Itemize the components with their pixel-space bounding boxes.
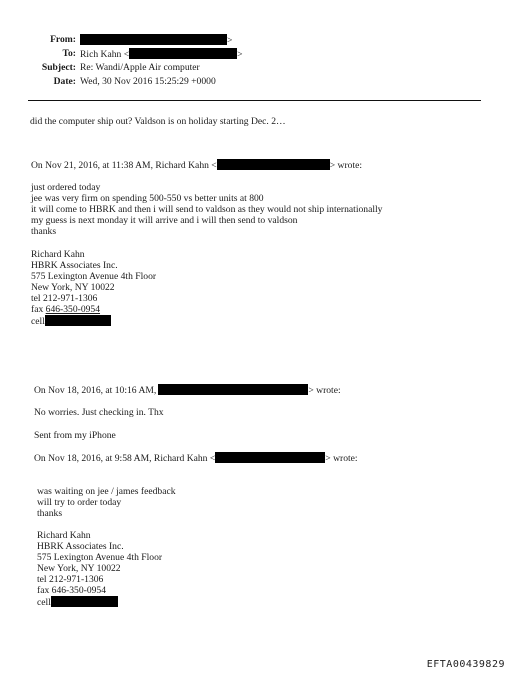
quote1-line: just ordered today (31, 182, 101, 193)
quote3-line: thanks (37, 508, 63, 519)
date-value: Wed, 30 Nov 2016 15:25:29 +0000 (80, 76, 216, 87)
signature-line: Richard Kahn (37, 530, 91, 541)
signature-line: 575 Lexington Avenue 4th Floor (37, 552, 163, 563)
message-body: did the computer ship out? Valdson is on holiday starting Dec. 2… (30, 116, 286, 127)
quote1-line: it will come to HBRK and then i will send to valdson as they would not ship internationally (31, 204, 383, 215)
signature-line: New York, NY 10022 (37, 563, 121, 574)
document-id: EFTA00439829 (426, 659, 505, 670)
quote1-intro: On Nov 21, 2016, at 11:38 AM, Richard Kahn < > wrote: (31, 160, 363, 171)
signature-cell-line: cell (37, 596, 162, 607)
to-label: To: (62, 48, 76, 59)
signature-line: HBRK Associates Inc. (37, 541, 124, 552)
quote2-sent-from: Sent from my iPhone (34, 430, 116, 441)
quote2-intro: On Nov 18, 2016, at 10:16 AM, > wrote: (34, 385, 341, 396)
header-to-row (0, 48, 243, 60)
redaction-bar (129, 48, 237, 59)
signature-line: tel 212-971-1306 (31, 293, 98, 304)
redaction-bar (45, 315, 111, 326)
signature-line: tel 212-971-1306 (37, 574, 104, 585)
signature-line: fax 646-350-0954 (37, 585, 107, 596)
quote3-body (37, 486, 176, 519)
quote1-signature (31, 249, 156, 326)
quote3-intro: On Nov 18, 2016, at 9:58 AM, Richard Kahn < > wrote: (34, 453, 358, 464)
header-from-row (0, 34, 232, 46)
redaction-bar (217, 159, 330, 170)
redaction-bar (215, 452, 325, 463)
header-divider (28, 100, 481, 101)
from-label: From: (50, 34, 76, 45)
quote3-line: will try to order today (37, 497, 122, 508)
signature-line: New York, NY 10022 (31, 282, 115, 293)
quote3-line: was waiting on jee / james feedback (37, 486, 176, 497)
signature-cell-line: cell (31, 315, 156, 326)
date-label: Date: (53, 76, 76, 87)
signature-line: Richard Kahn (31, 249, 85, 260)
header-date-row (0, 76, 216, 87)
quote1-line: my guess is next monday it will arrive and i will then send to valdson (31, 215, 298, 226)
quote3-signature (37, 530, 162, 607)
signature-line: 575 Lexington Avenue 4th Floor (31, 271, 157, 282)
quote1-line: jee was very firm on spending 500-550 vs better units at 800 (31, 193, 264, 204)
quote2-body: No worries. Just checking in. Thx (34, 407, 164, 418)
subject-value: Re: Wandi/Apple Air computer (80, 62, 200, 73)
fax-number-link[interactable]: 646-350-0954 (45, 304, 101, 315)
signature-line: HBRK Associates Inc. (31, 260, 118, 271)
to-value: Rich Kahn < > (80, 49, 243, 60)
signature-fax-line: fax 646-350-0954 (31, 304, 101, 315)
header-subject-row (0, 62, 200, 73)
quote1-line: thanks (31, 226, 57, 237)
quote1-body (31, 182, 382, 237)
redaction-bar (51, 596, 118, 607)
redaction-bar (158, 384, 308, 395)
redaction-bar (80, 34, 227, 45)
subject-label: Subject: (41, 62, 76, 73)
from-value: > (80, 34, 232, 46)
